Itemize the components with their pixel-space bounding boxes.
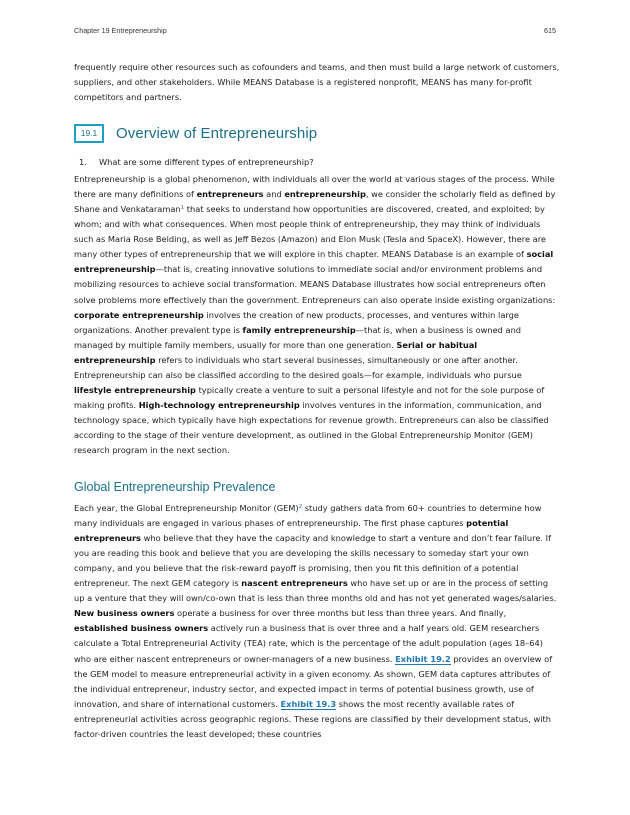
section-heading <box>74 123 560 143</box>
term-established-business-owners: established business owners <box>74 623 209 634</box>
paragraph-gem-prevalence <box>74 501 560 742</box>
learning-question <box>74 155 560 170</box>
term-family-entrepreneurship: family entrepreneurship <box>242 324 356 335</box>
text-run: and <box>263 189 285 200</box>
term-lifestyle-entrepreneurship: lifestyle entrepreneurship <box>74 384 196 395</box>
section-number-box: 19.1 <box>74 124 104 143</box>
text-run: typically create a venture to suit a personal lifestyle and not for the sole purpose of making profits. <box>74 384 545 410</box>
text-run: who have set up or are in the process of setting up a venture that they will own/co-own that is less than three months old and has not yet generated wages/salaries. <box>74 578 557 604</box>
term-social-entrepreneurship: social entrepreneurship <box>74 249 554 275</box>
term-serial-entrepreneurship: Serial or habitual entrepreneurship <box>74 339 478 365</box>
text-run: operate a business for over three months but less than three years. And finally, <box>174 608 507 619</box>
text-run: shows the most recently available rates of entrepreneurial activities across geographic regions. These regions are classified by their development status, with factor-driven countries the least developed; these countries <box>74 698 551 739</box>
term-potential-entrepreneurs: potential entrepreneurs <box>74 518 509 544</box>
text-run: —that is, when a business is owned and managed by multiple family members, usually for more than one generation. <box>74 324 522 350</box>
footnote-ref-2[interactable]: 2 <box>298 504 303 511</box>
term-entrepreneurship: entrepreneurship <box>284 189 366 200</box>
exhibit-19-3-link[interactable]: Exhibit 19.3 <box>280 698 337 709</box>
text-run: —that is, creating innovative solutions to immediate social and/or environment problems and mobilizing resources to achieve social transformation. MEANS Database illustrates how social entrepreneurs often solve problems more effectively than the government. Entrepreneurs can also operate inside existing organizations: <box>74 264 556 305</box>
text-run: involves the creation of new products, processes, and ventures within large organizations. Another prevalent type is <box>74 309 519 335</box>
text-run: Each year, the Global Entrepreneurship Monitor (GEM) <box>74 503 299 514</box>
page-header <box>74 26 556 35</box>
text-run: involves ventures in the information, communication, and technology space, which typically have high expectations for revenue growth. Entrepreneurs can also be classified according to the stage of their venture development, as outlined in the Global Entrepreneurship Monitor (GEM) research program in the next section. <box>74 399 549 455</box>
text-run: that seeks to understand how opportunities are discovered, created, and exploited; by whom; and with what consequences. When most people think of entrepreneurship, they may think of individuals such as Maria Rose Belding, as well as Jeff Bezos (Amazon) and Elon Musk (Tesla and SpaceX). However, there are many other types of entrepreneurship that we will explore in this chapter. MEANS Database is an example of <box>74 204 546 260</box>
footnote-ref-1[interactable]: 1 <box>180 205 185 212</box>
text-run: provides an overview of the GEM model to measure entrepreneurial activity in a given economy. As shown, GEM data captures attributes of the individual entrepreneur, industry sector, and expected impact in terms of potential business growth, use of innovation, and share of international customers. <box>74 653 553 709</box>
subsection-title: Global Entrepreneurship Prevalence <box>74 480 276 495</box>
text-run: study gathers data from 60+ countries to determine how many individuals are engaged in various phases of entrepreneurship. The first phase captures <box>74 503 542 529</box>
question-text: What are some different types of entrepreneurship? <box>99 157 314 168</box>
text-run: Entrepreneurship is a global phenomenon, with individuals all over the world at various stages of the process. While there are many definitions of <box>74 174 555 200</box>
text-run: refers to individuals who start several businesses, simultaneously or one after another. Entrepreneurship can also be classified according to the desired goals—for example, individuals who pursue <box>74 354 522 380</box>
term-entrepreneurs: entrepreneurs <box>196 189 264 200</box>
intro-paragraph: frequently require other resources such as cofounders and teams, and then must build a large network of customers, suppliers, and other stakeholders. While MEANS Database is a registered nonprofit, MEANS has many for-profit competitors and partners. <box>74 62 560 103</box>
page-number: 615 <box>544 26 556 35</box>
page-content <box>74 60 560 742</box>
chapter-title: Chapter 19 Entrepreneurship <box>74 26 167 35</box>
term-new-business-owners: New business owners <box>74 608 175 619</box>
term-high-tech-entrepreneurship: High-technology entrepreneurship <box>138 399 300 410</box>
section-title: Overview of Entrepreneurship <box>116 124 318 142</box>
exhibit-19-2-link[interactable]: Exhibit 19.2 <box>395 653 451 664</box>
term-corporate-entrepreneurship: corporate entrepreneurship <box>74 309 204 320</box>
term-nascent-entrepreneurs: nascent entrepreneurs <box>241 578 348 589</box>
text-run: who believe that they have the capacity and knowledge to start a venture and don’t fear failure. If you are reading this book and believe that you are developing the skills necessary to someday start your own company, and you believe that the risk-reward payoff is promising, then you fit this definition of a potential entrepreneur. The next GEM category is <box>74 533 551 589</box>
text-run: actively run a business that is over three and a half years old. GEM researchers calculate a Total Entrepreneurial Activity (TEA) rate, which is the percentage of the adult population (ages 18–64) who are either nascent entrepreneurs or owner-managers of a new business. <box>74 623 543 664</box>
question-number: 1. <box>79 157 87 168</box>
text-run: , we consider the scholarly field as defined by Shane and Venkataraman <box>74 189 556 215</box>
paragraph-entrepreneurship-types <box>74 172 560 458</box>
